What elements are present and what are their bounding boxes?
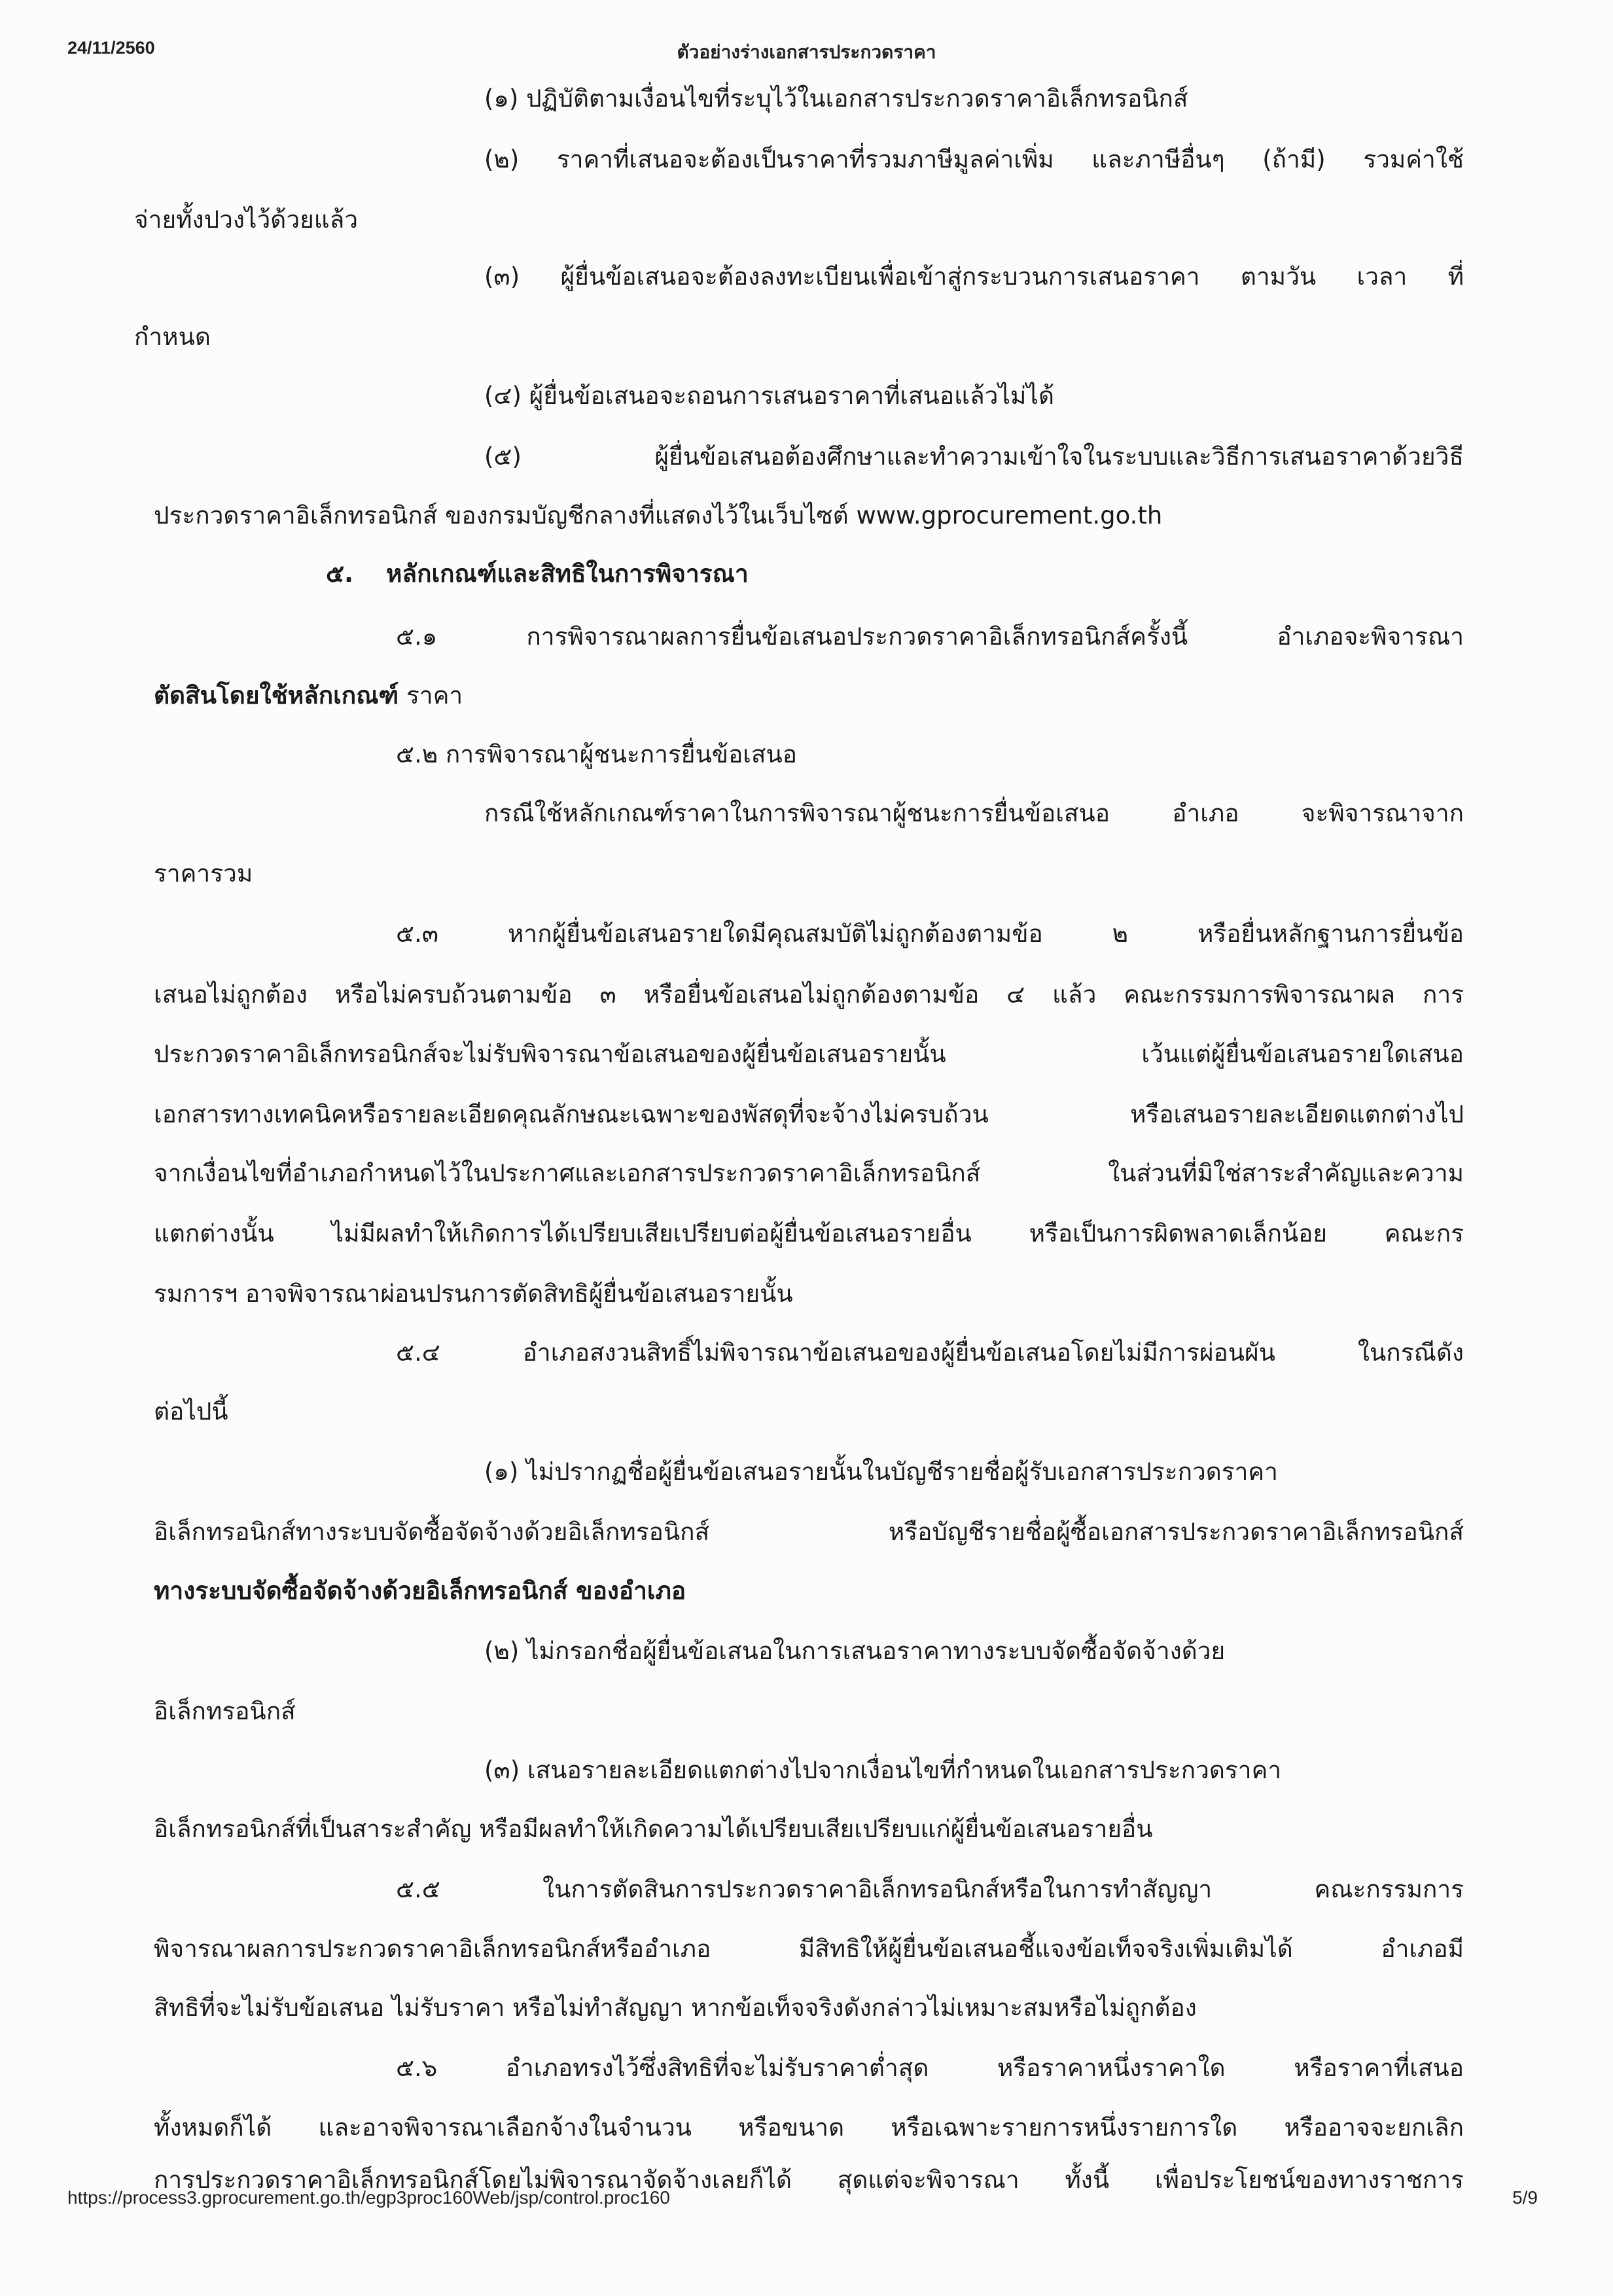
item-2-cont: จ่ายทั้งปวงไว้ด้วยแล้ว xyxy=(134,206,359,234)
clause-5-3-cont-4: จากเงื่อนไขที่อำเภอกำหนดไว้ในประกาศและเอกสารประกวดราคาอิเล็กทรอนิกส์ ในส่วนที่มิใช่สาระสำคัญและความ xyxy=(154,1159,1464,1187)
item-4-line: (๔) ผู้ยื่นข้อเสนอจะถอนการเสนอราคาที่เสนอแล้วไม่ได้ xyxy=(484,382,1055,410)
item-2-line: (๒) ราคาที่เสนอจะต้องเป็นราคาที่รวมภาษีมูลค่าเพิ่ม และภาษีอื่นๆ (ถ้ามี) รวมค่าใช้ xyxy=(484,145,1464,173)
item-5-cont: ประกวดราคาอิเล็กทรอนิกส์ ของกรมบัญชีกลางที่แสดงไว้ในเว็บไซต์ www.gprocurement.go.th xyxy=(154,501,1163,529)
clause-5-3-cont-6: รมการฯ อาจพิจารณาผ่อนปรนการตัดสิทธิผู้ยื่นข้อเสนอรายนั้น xyxy=(154,1280,793,1308)
clause-5-3-cont-2: ประกวดราคาอิเล็กทรอนิกส์จะไม่รับพิจารณาข้อเสนอของผู้ยื่นข้อเสนอรายนั้น เว้นแต่ผู้ยื่นข้อเสนอรายใดเสนอ xyxy=(154,1040,1464,1068)
clause-5-3-cont-3: เอกสารทางเทคนิคหรือรายละเอียดคุณลักษณะเฉพาะของพัสดุที่จะจ้างไม่ครบถ้วน หรือเสนอรายละเอียดแตกต่างไป xyxy=(154,1100,1464,1128)
clause-5-4-item-1-cont: อิเล็กทรอนิกส์ทางระบบจัดซื้อจัดจ้างด้วยอิเล็กทรอนิกส์ หรือบัญชีรายชื่อผู้ซื้อเอกสารประกวดราคาอิเล็กทรอนิกส์ xyxy=(154,1518,1464,1546)
clause-5-4-item-2: (๒) ไม่กรอกชื่อผู้ยื่นข้อเสนอในการเสนอราคาทางระบบจัดซื้อจัดจ้างด้วย xyxy=(484,1637,1226,1665)
clause-5-3-cont-1: เสนอไม่ถูกต้อง หรือไม่ครบถ้วนตามข้อ ๓ หรือยื่นข้อเสนอไม่ถูกต้องตามข้อ ๔ แล้ว คณะกรรมการพิจารณาผล การ xyxy=(154,980,1464,1009)
clause-5-1: ๕.๑ การพิจารณาผลการยื่นข้อเสนอประกวดราคาอิเล็กทรอนิกส์ครั้งนี้ อำเภอจะพิจารณา xyxy=(396,622,1464,651)
clause-5-4-item-3: (๓) เสนอรายละเอียดแตกต่างไปจากเงื่อนไขที่กำหนดในเอกสารประกวดราคา xyxy=(484,1756,1282,1784)
footer-page-number: 5/9 xyxy=(1512,2187,1538,2208)
section-5-number: ๕. xyxy=(326,560,354,588)
clause-5-6: ๕.๖ อำเภอทรงไว้ซึ่งสิทธิที่จะไม่รับราคาต่ำสุด หรือราคาหนึ่งราคาใด หรือราคาที่เสนอ xyxy=(396,2054,1464,2082)
section-5-heading: หลักเกณฑ์และสิทธิในการพิจารณา xyxy=(386,560,749,588)
clause-5-5-cont-1: พิจารณาผลการประกวดราคาอิเล็กทรอนิกส์หรืออำเภอ มีสิทธิให้ผู้ยื่นข้อเสนอชี้แจงข้อเท็จจริงเพิ่มเติมได้ อำเภอมี xyxy=(154,1935,1464,1963)
clause-5-4-item-1-cont-2: ทางระบบจัดซื้อจัดจ้างด้วยอิเล็กทรอนิกส์ ของอำเภอ xyxy=(154,1577,686,1605)
clause-5-4: ๕.๔ อำเภอสงวนสิทธิ์ไม่พิจารณาข้อเสนอของผู้ยื่นข้อเสนอโดยไม่มีการผ่อนผัน ในกรณีดัง xyxy=(396,1338,1464,1367)
criteria-emphasis: ตัดสินโดยใช้หลักเกณฑ์ xyxy=(154,681,399,709)
item-1-line: (๑) ปฏิบัติตามเงื่อนไขที่ระบุไว้ในเอกสารประกวดราคาอิเล็กทรอนิกส์ xyxy=(484,84,1188,113)
footer-url[interactable]: https://process3.gprocurement.go.th/egp3proc160Web/jsp/control.proc160 xyxy=(67,2187,670,2208)
clause-5-4-item-2-cont: อิเล็กทรอนิกส์ xyxy=(154,1697,296,1725)
clause-5-4-item-1: (๑) ไม่ปรากฏชื่อผู้ยื่นข้อเสนอรายนั้นในบัญชีรายชื่อผู้รับเอกสารประกวดราคา xyxy=(484,1458,1278,1486)
clause-5-6-cont-1: ทั้งหมดก็ได้ และอาจพิจารณาเลือกจ้างในจำนวน หรือขนาด หรือเฉพาะรายการหนึ่งรายการใด หรืออาจจะยกเลิก xyxy=(154,2113,1464,2142)
criteria-value: ราคา xyxy=(399,681,463,709)
clause-5-2-text: กรณีใช้หลักเกณฑ์ราคาในการพิจารณาผู้ชนะการยื่นข้อเสนอ อำเภอ จะพิจารณาจาก xyxy=(484,799,1464,827)
item-3-line: (๓) ผู้ยื่นข้อเสนอจะต้องลงทะเบียนเพื่อเข้าสู่กระบวนการเสนอราคา ตามวัน เวลา ที่ xyxy=(484,262,1464,291)
clause-5-4-cont: ต่อไปนี้ xyxy=(154,1397,228,1426)
header-date: 24/11/2560 xyxy=(67,38,155,58)
clause-5-1-cont xyxy=(154,681,463,711)
clause-5-2: ๕.๒ การพิจารณาผู้ชนะการยื่นข้อเสนอ xyxy=(396,740,798,768)
item-3-cont: กำหนด xyxy=(134,323,211,351)
clause-5-4-item-3-cont: อิเล็กทรอนิกส์ที่เป็นสาระสำคัญ หรือมีผลทำให้เกิดความได้เปรียบเสียเปรียบแก่ผู้ยื่นข้อเสนอรายอื่น xyxy=(154,1815,1153,1843)
item-5-line: (๕) ผู้ยื่นข้อเสนอต้องศึกษาและทำความเข้าใจในระบบและวิธีการเสนอราคาด้วยวิธี xyxy=(484,442,1464,471)
clause-5-5-cont-2: สิทธิที่จะไม่รับข้อเสนอ ไม่รับราคา หรือไม่ทำสัญญา หากข้อเท็จจริงดังกล่าวไม่เหมาะสมหรือไม่ถูกต้อง xyxy=(154,1994,1197,2022)
clause-5-3: ๕.๓ หากผู้ยื่นข้อเสนอรายใดมีคุณสมบัติไม่ถูกต้องตามข้อ ๒ หรือยื่นหลักฐานการยื่นข้อ xyxy=(396,920,1464,948)
clause-5-5: ๕.๕ ในการตัดสินการประกวดราคาอิเล็กทรอนิกส์หรือในการทำสัญญา คณะกรรมการ xyxy=(396,1875,1464,1903)
clause-5-3-cont-5: แตกต่างนั้น ไม่มีผลทำให้เกิดการได้เปรียบเสียเปรียบต่อผู้ยื่นข้อเสนอรายอื่น หรือเป็นการผิดพลาดเล็กน้อย คณะกร xyxy=(154,1219,1464,1247)
clause-5-6-cont-2: การประกวดราคาอิเล็กทรอนิกส์โดยไม่พิจารณาจัดจ้างเลยก็ได้ สุดแต่จะพิจารณา ทั้งนี้ เพื่อประโยชน์ของทางราชการ xyxy=(154,2166,1464,2194)
document-header-title: ตัวอย่างร่างเอกสารประกวดราคา xyxy=(677,41,936,63)
clause-5-2-cont: ราคารวม xyxy=(154,859,253,888)
